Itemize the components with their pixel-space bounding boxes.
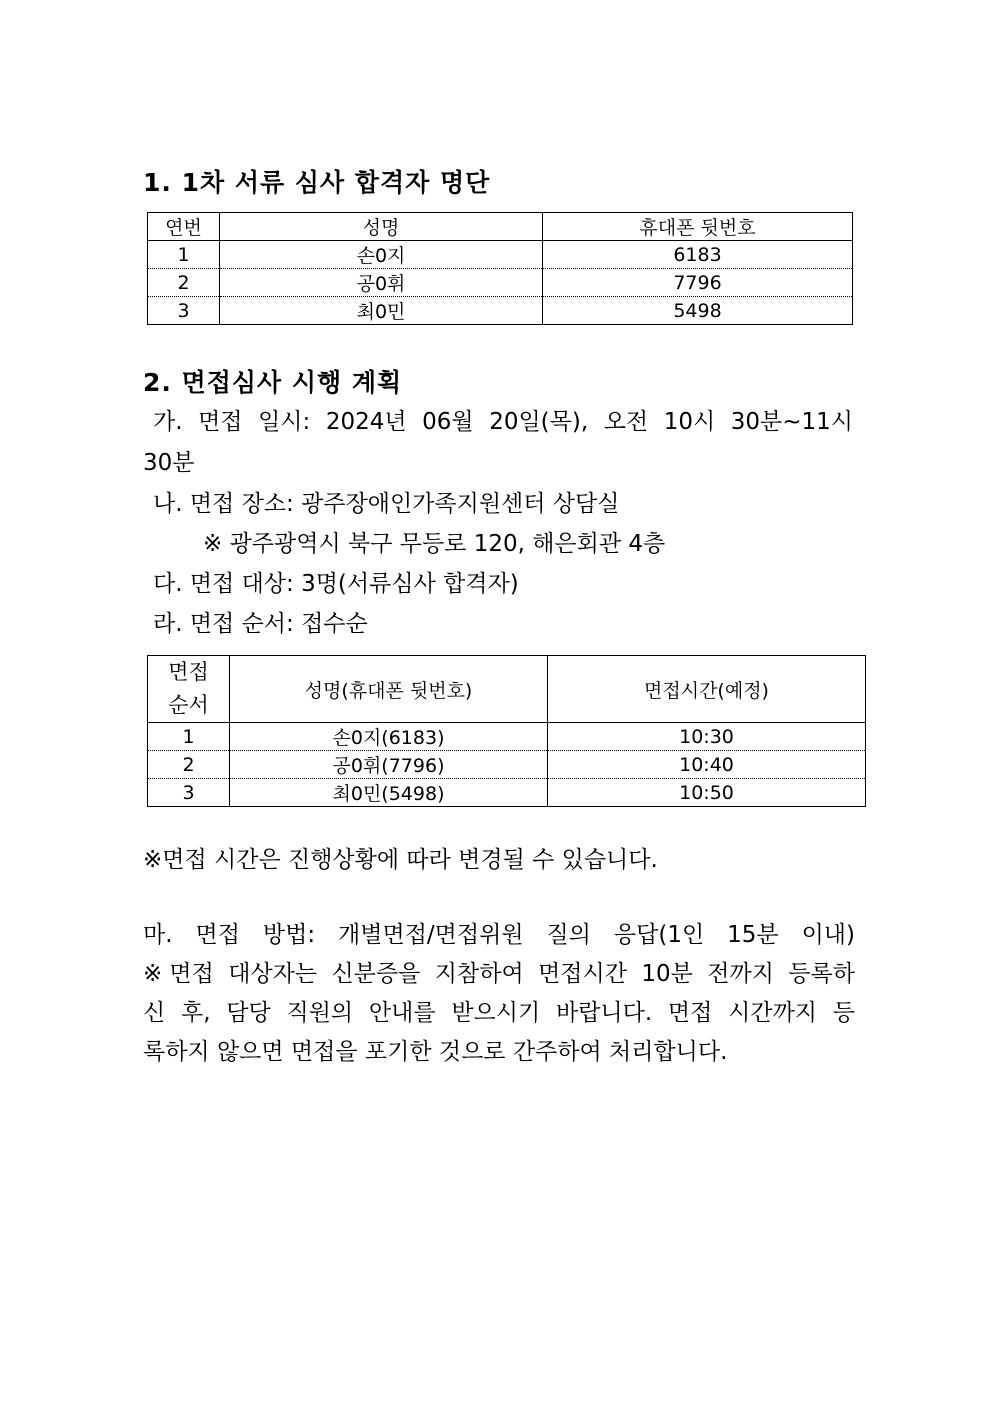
cell-name: 공0휘 (220, 269, 543, 297)
schedule-note: ※면접 시간은 진행상황에 따라 변경될 수 있습니다. (143, 847, 658, 873)
interview-schedule-table (147, 655, 866, 807)
closing-line2: 신 후, 담당 직원의 안내를 받으시기 바랍니다. 면접 시간까지 등 (143, 1000, 855, 1026)
table-row (148, 723, 866, 751)
col-header-name: 성명 (220, 213, 543, 241)
interview-target: 다. 면접 대상: 3명(서류심사 합격자) (153, 571, 519, 597)
col-header-time: 면접시간(예정) (548, 656, 866, 723)
cell-name-phone: 최0민(5498) (230, 779, 548, 807)
table-header-row (148, 213, 853, 241)
table-row (148, 269, 853, 297)
cell-number: 1 (148, 241, 220, 269)
interview-address-note: ※ 광주광역시 북구 무등로 120, 해은회관 4층 (203, 531, 666, 557)
passer-list-table (147, 212, 853, 325)
interview-place: 나. 면접 장소: 광주장애인가족지원센터 상담실 (153, 491, 620, 517)
cell-time: 10:40 (548, 751, 866, 779)
table-row (148, 751, 866, 779)
table-row (148, 297, 853, 325)
cell-phone: 5498 (543, 297, 853, 325)
table-header-row (148, 656, 866, 723)
cell-time: 10:30 (548, 723, 866, 751)
cell-name-phone: 손0지(6183) (230, 723, 548, 751)
interview-order: 라. 면접 순서: 접수순 (153, 611, 368, 637)
cell-order: 1 (148, 723, 230, 751)
cell-order: 3 (148, 779, 230, 807)
col-header-order: 면접 순서 (148, 656, 230, 723)
table-row (148, 779, 866, 807)
cell-name: 손0지 (220, 241, 543, 269)
interview-date-line1: 가. 면접 일시: 2024년 06월 20일(목), 오전 10시 30분~11시 (153, 409, 853, 435)
cell-order: 2 (148, 751, 230, 779)
cell-name-phone: 공0휘(7796) (230, 751, 548, 779)
closing-line3: 록하지 않으면 면접을 포기한 것으로 간주하여 처리합니다. (143, 1039, 728, 1065)
section1-heading: 1. 1차 서류 심사 합격자 명단 (143, 168, 491, 197)
cell-number: 3 (148, 297, 220, 325)
closing-line1: ※면접 대상자는 신분증을 지참하여 면접시간 10분 전까지 등록하 (143, 961, 855, 987)
interview-date-line2: 30분 (143, 450, 195, 476)
cell-phone: 7796 (543, 269, 853, 297)
col-header-phone: 휴대폰 뒷번호 (543, 213, 853, 241)
cell-phone: 6183 (543, 241, 853, 269)
cell-number: 2 (148, 269, 220, 297)
cell-time: 10:50 (548, 779, 866, 807)
col-header-name-phone: 성명(휴대폰 뒷번호) (230, 656, 548, 723)
interview-method: 마. 면접 방법: 개별면접/면접위원 질의 응답(1인 15분 이내) (143, 922, 855, 948)
cell-name: 최0민 (220, 297, 543, 325)
table-row (148, 241, 853, 269)
col-header-number: 연번 (148, 213, 220, 241)
section2-heading: 2. 면접심사 시행 계획 (143, 368, 403, 397)
